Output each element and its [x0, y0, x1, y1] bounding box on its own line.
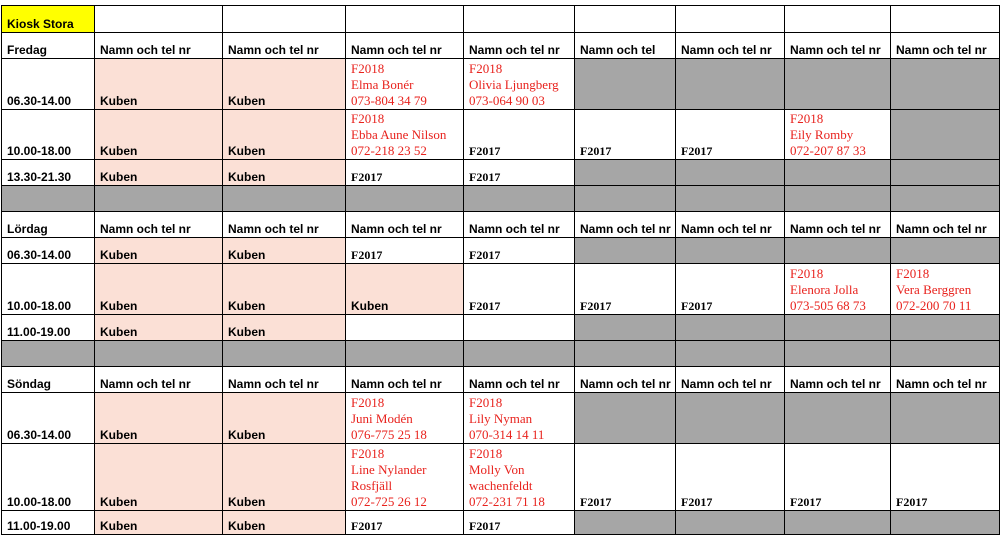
volunteer-team-year: F2018 [469, 61, 503, 76]
volunteer-entry [790, 111, 890, 159]
kuben-label: Kuben [100, 495, 138, 509]
schedule-table [1, 5, 1000, 535]
column-header-label: Namn och tel nr [896, 377, 987, 391]
team-year: F2017 [580, 495, 612, 509]
volunteer-name: Molly Von wachenfeldt [469, 462, 533, 493]
volunteer-cell [464, 444, 575, 511]
volunteer-name: Vera Berggren [896, 282, 972, 297]
shift-time-text: 10.00-18.00 [7, 299, 72, 313]
separator-cell [575, 186, 676, 212]
column-header-label: Namn och tel nr [896, 43, 987, 57]
column-header-label: Namn och tel nr [681, 222, 772, 236]
team-slot-cell [575, 110, 676, 160]
separator-cell [676, 186, 785, 212]
separator-cell [464, 186, 575, 212]
column-header-label: Namn och tel nr [681, 377, 772, 391]
column-header [891, 212, 1000, 238]
kuben-cell [223, 238, 346, 264]
volunteer-cell [464, 59, 575, 110]
column-header-label: Namn och tel nr [100, 43, 191, 57]
team-slot-cell [346, 238, 464, 264]
separator-row [2, 341, 1000, 367]
day-header-row [2, 367, 1000, 393]
unavailable-cell [575, 59, 676, 110]
unavailable-cell [891, 511, 1000, 535]
kuben-label: Kuben [228, 495, 266, 509]
separator-cell [95, 186, 223, 212]
volunteer-cell [346, 444, 464, 511]
volunteer-team-year: F2018 [469, 446, 503, 461]
volunteer-team-year: F2018 [790, 266, 824, 281]
volunteer-phone: 072-218 23 52 [351, 143, 427, 158]
volunteer-phone: 076-775 25 18 [351, 427, 427, 442]
column-header [464, 212, 575, 238]
volunteer-team-year: F2018 [896, 266, 930, 281]
day-label-text: Fredag [7, 43, 48, 57]
column-header-label: Namn och tel [580, 43, 656, 57]
shift-time [2, 444, 95, 511]
volunteer-team-year: F2018 [351, 446, 385, 461]
volunteer-team-year: F2018 [790, 111, 824, 126]
volunteer-phone: 073-804 34 79 [351, 93, 427, 108]
shift-time-text: 10.00-18.00 [7, 495, 72, 509]
team-year: F2017 [469, 144, 501, 158]
unavailable-cell [785, 511, 891, 535]
kuben-label: Kuben [228, 94, 266, 108]
volunteer-entry [469, 446, 574, 510]
kuben-cell [223, 315, 346, 341]
shift-row [2, 238, 1000, 264]
team-slot-cell [676, 444, 785, 511]
team-year: F2017 [351, 248, 383, 262]
team-slot-cell [464, 511, 575, 535]
volunteer-name: Eily Romby [790, 127, 854, 142]
separator-cell [891, 186, 1000, 212]
shift-row [2, 110, 1000, 160]
column-header-label: Namn och tel nr [790, 43, 881, 57]
separator-cell [575, 341, 676, 367]
shift-row [2, 59, 1000, 110]
team-slot-cell [676, 264, 785, 315]
volunteer-cell [785, 264, 891, 315]
kuben-label: Kuben [100, 94, 138, 108]
volunteer-entry [469, 395, 574, 443]
shift-time [2, 264, 95, 315]
column-header [785, 367, 891, 393]
column-header-label: Namn och tel nr [228, 377, 319, 391]
team-slot-cell [464, 264, 575, 315]
team-year: F2017 [469, 248, 501, 262]
volunteer-entry [351, 111, 463, 159]
volunteer-phone: 072-207 87 33 [790, 143, 866, 158]
column-header [223, 212, 346, 238]
column-header [575, 212, 676, 238]
volunteer-name: Ebba Aune Nilson [351, 127, 447, 142]
column-header [464, 367, 575, 393]
kuben-label: Kuben [228, 248, 266, 262]
volunteer-cell [785, 110, 891, 160]
empty-cell [464, 6, 575, 33]
sheet-title [2, 6, 95, 33]
separator-cell [346, 341, 464, 367]
volunteer-name: Line Nylander Rosfjäll [351, 462, 427, 493]
shift-time [2, 110, 95, 160]
shift-time-text: 11.00-19.00 [7, 519, 71, 533]
empty-cell [223, 6, 346, 33]
kuben-cell [223, 110, 346, 160]
shift-time [2, 315, 95, 341]
unavailable-cell [676, 393, 785, 444]
column-header [676, 367, 785, 393]
volunteer-entry [469, 61, 574, 109]
kuben-cell [223, 160, 346, 186]
column-header-label: Namn och tel nr [100, 377, 191, 391]
column-header-label: Namn och tel nr [790, 377, 881, 391]
separator-cell [223, 341, 346, 367]
shift-time-text: 11.00-19.00 [7, 325, 71, 339]
kuben-label: Kuben [228, 170, 266, 184]
team-slot-cell [464, 238, 575, 264]
kuben-label: Kuben [100, 170, 138, 184]
volunteer-team-year: F2018 [351, 61, 385, 76]
shift-row [2, 315, 1000, 341]
unavailable-cell [785, 59, 891, 110]
day-header-row [2, 212, 1000, 238]
kuben-label: Kuben [228, 299, 266, 313]
volunteer-entry [896, 266, 999, 314]
kuben-label: Kuben [100, 325, 138, 339]
unavailable-cell [575, 393, 676, 444]
column-header [95, 367, 223, 393]
unavailable-cell [785, 315, 891, 341]
column-header-label: Namn och tel nr [580, 222, 671, 236]
kuben-cell [95, 238, 223, 264]
unavailable-cell [891, 393, 1000, 444]
separator-cell [785, 186, 891, 212]
team-year: F2017 [469, 519, 501, 533]
column-header-label: Namn och tel nr [351, 43, 442, 57]
day-label [2, 212, 95, 238]
volunteer-entry [351, 395, 463, 443]
volunteer-entry [790, 266, 890, 314]
separator-cell [2, 186, 95, 212]
empty-cell [785, 6, 891, 33]
kuben-cell [95, 110, 223, 160]
column-header-label: Namn och tel nr [469, 377, 560, 391]
separator-cell [95, 341, 223, 367]
empty-cell [575, 6, 676, 33]
day-header-row [2, 33, 1000, 59]
column-header-label: Namn och tel nr [896, 222, 987, 236]
unavailable-cell [575, 511, 676, 535]
column-header [575, 367, 676, 393]
shift-time-text: 06.30-14.00 [7, 428, 72, 442]
unavailable-cell [676, 315, 785, 341]
shift-time [2, 160, 95, 186]
unavailable-cell [676, 59, 785, 110]
empty-slot-cell [464, 315, 575, 341]
empty-cell [891, 6, 1000, 33]
volunteer-name: Elenora Jolla [790, 282, 859, 297]
unavailable-cell [785, 238, 891, 264]
separator-row [2, 186, 1000, 212]
shift-row [2, 444, 1000, 511]
column-header [785, 212, 891, 238]
shift-time-text: 13.30-21.30 [7, 170, 72, 184]
team-year: F2017 [580, 144, 612, 158]
unavailable-cell [891, 110, 1000, 160]
volunteer-name: Elma Bonér [351, 77, 414, 92]
kuben-cell [95, 264, 223, 315]
kuben-label: Kuben [100, 299, 138, 313]
kuben-label: Kuben [228, 519, 266, 533]
column-header [676, 33, 785, 59]
volunteer-phone: 072-231 71 18 [469, 494, 545, 509]
separator-cell [346, 186, 464, 212]
unavailable-cell [676, 511, 785, 535]
shift-row [2, 511, 1000, 535]
unavailable-cell [891, 59, 1000, 110]
unavailable-cell [891, 160, 1000, 186]
unavailable-cell [785, 160, 891, 186]
shift-row [2, 393, 1000, 444]
team-year: F2017 [580, 299, 612, 313]
volunteer-entry [351, 61, 463, 109]
separator-cell [676, 341, 785, 367]
kuben-cell [346, 264, 464, 315]
kuben-label: Kuben [228, 325, 266, 339]
shift-time [2, 238, 95, 264]
column-header-label: Namn och tel nr [228, 222, 319, 236]
column-header-label: Namn och tel nr [228, 43, 319, 57]
kuben-cell [223, 511, 346, 535]
column-header-label: Namn och tel nr [580, 377, 671, 391]
shift-time [2, 59, 95, 110]
column-header [95, 33, 223, 59]
team-slot-cell [464, 110, 575, 160]
team-slot-cell [464, 160, 575, 186]
kuben-label: Kuben [100, 519, 138, 533]
column-header-label: Namn och tel nr [100, 222, 191, 236]
volunteer-entry [351, 446, 463, 510]
team-year: F2017 [469, 170, 501, 184]
team-year: F2017 [351, 519, 383, 533]
team-slot-cell [575, 444, 676, 511]
team-slot-cell [891, 444, 1000, 511]
shift-row [2, 160, 1000, 186]
team-slot-cell [676, 110, 785, 160]
column-header-label: Namn och tel nr [681, 43, 772, 57]
column-header [223, 33, 346, 59]
shift-time-text: 06.30-14.00 [7, 248, 72, 262]
volunteer-phone: 072-200 70 11 [896, 298, 972, 313]
column-header [346, 367, 464, 393]
volunteer-cell [346, 110, 464, 160]
volunteer-phone: 073-505 68 73 [790, 298, 866, 313]
kuben-label: Kuben [100, 248, 138, 262]
team-year: F2017 [681, 144, 713, 158]
column-header-label: Namn och tel nr [469, 222, 560, 236]
volunteer-name: Juni Modén [351, 411, 413, 426]
unavailable-cell [891, 315, 1000, 341]
volunteer-cell [891, 264, 1000, 315]
column-header-label: Namn och tel nr [351, 377, 442, 391]
kuben-cell [95, 511, 223, 535]
empty-cell [346, 6, 464, 33]
kuben-label: Kuben [100, 144, 138, 158]
column-header [223, 367, 346, 393]
kuben-cell [223, 444, 346, 511]
column-header-label: Namn och tel nr [790, 222, 881, 236]
team-year: F2017 [790, 495, 822, 509]
kuben-cell [95, 59, 223, 110]
column-header [676, 212, 785, 238]
day-label-text: Söndag [7, 377, 51, 391]
shift-row [2, 264, 1000, 315]
volunteer-cell [346, 393, 464, 444]
kuben-label: Kuben [100, 428, 138, 442]
column-header [346, 212, 464, 238]
separator-cell [223, 186, 346, 212]
separator-cell [785, 341, 891, 367]
volunteer-team-year: F2018 [351, 111, 385, 126]
kuben-cell [95, 444, 223, 511]
empty-cell [95, 6, 223, 33]
kuben-cell [95, 160, 223, 186]
team-slot-cell [785, 444, 891, 511]
column-header [464, 33, 575, 59]
kuben-cell [223, 264, 346, 315]
team-slot-cell [575, 264, 676, 315]
unavailable-cell [676, 160, 785, 186]
unavailable-cell [575, 160, 676, 186]
team-year: F2017 [681, 299, 713, 313]
unavailable-cell [891, 238, 1000, 264]
unavailable-cell [575, 238, 676, 264]
volunteer-cell [464, 393, 575, 444]
separator-cell [2, 341, 95, 367]
kuben-cell [95, 315, 223, 341]
team-slot-cell [346, 160, 464, 186]
kuben-cell [223, 59, 346, 110]
empty-cell [676, 6, 785, 33]
kuben-label: Kuben [228, 428, 266, 442]
shift-time-text: 06.30-14.00 [7, 94, 72, 108]
sheet-title-text: Kiosk Stora [7, 17, 74, 31]
volunteer-phone: 073-064 90 03 [469, 93, 545, 108]
shift-time [2, 511, 95, 535]
kuben-label: Kuben [228, 144, 266, 158]
volunteer-team-year: F2018 [469, 395, 503, 410]
kuben-label: Kuben [351, 299, 389, 313]
volunteer-name: Olivia Ljungberg [469, 77, 559, 92]
volunteer-phone: 070-314 14 11 [469, 427, 545, 442]
shift-time-text: 10.00-18.00 [7, 144, 72, 158]
team-year: F2017 [681, 495, 713, 509]
volunteer-cell [346, 59, 464, 110]
day-label-text: Lördag [7, 222, 48, 236]
volunteer-team-year: F2018 [351, 395, 385, 410]
team-year: F2017 [896, 495, 928, 509]
day-label [2, 367, 95, 393]
column-header [575, 33, 676, 59]
empty-slot-cell [346, 315, 464, 341]
column-header [785, 33, 891, 59]
unavailable-cell [575, 315, 676, 341]
unavailable-cell [676, 238, 785, 264]
day-label [2, 33, 95, 59]
separator-cell [891, 341, 1000, 367]
column-header [891, 33, 1000, 59]
title-row [2, 6, 1000, 33]
shift-time [2, 393, 95, 444]
column-header-label: Namn och tel nr [469, 43, 560, 57]
column-header [346, 33, 464, 59]
kuben-cell [223, 393, 346, 444]
unavailable-cell [785, 393, 891, 444]
column-header [95, 212, 223, 238]
separator-cell [464, 341, 575, 367]
volunteer-phone: 072-725 26 12 [351, 494, 427, 509]
column-header [891, 367, 1000, 393]
team-year: F2017 [351, 170, 383, 184]
column-header-label: Namn och tel nr [351, 222, 442, 236]
volunteer-name: Lily Nyman [469, 411, 533, 426]
kuben-cell [95, 393, 223, 444]
team-year: F2017 [469, 299, 501, 313]
team-slot-cell [346, 511, 464, 535]
